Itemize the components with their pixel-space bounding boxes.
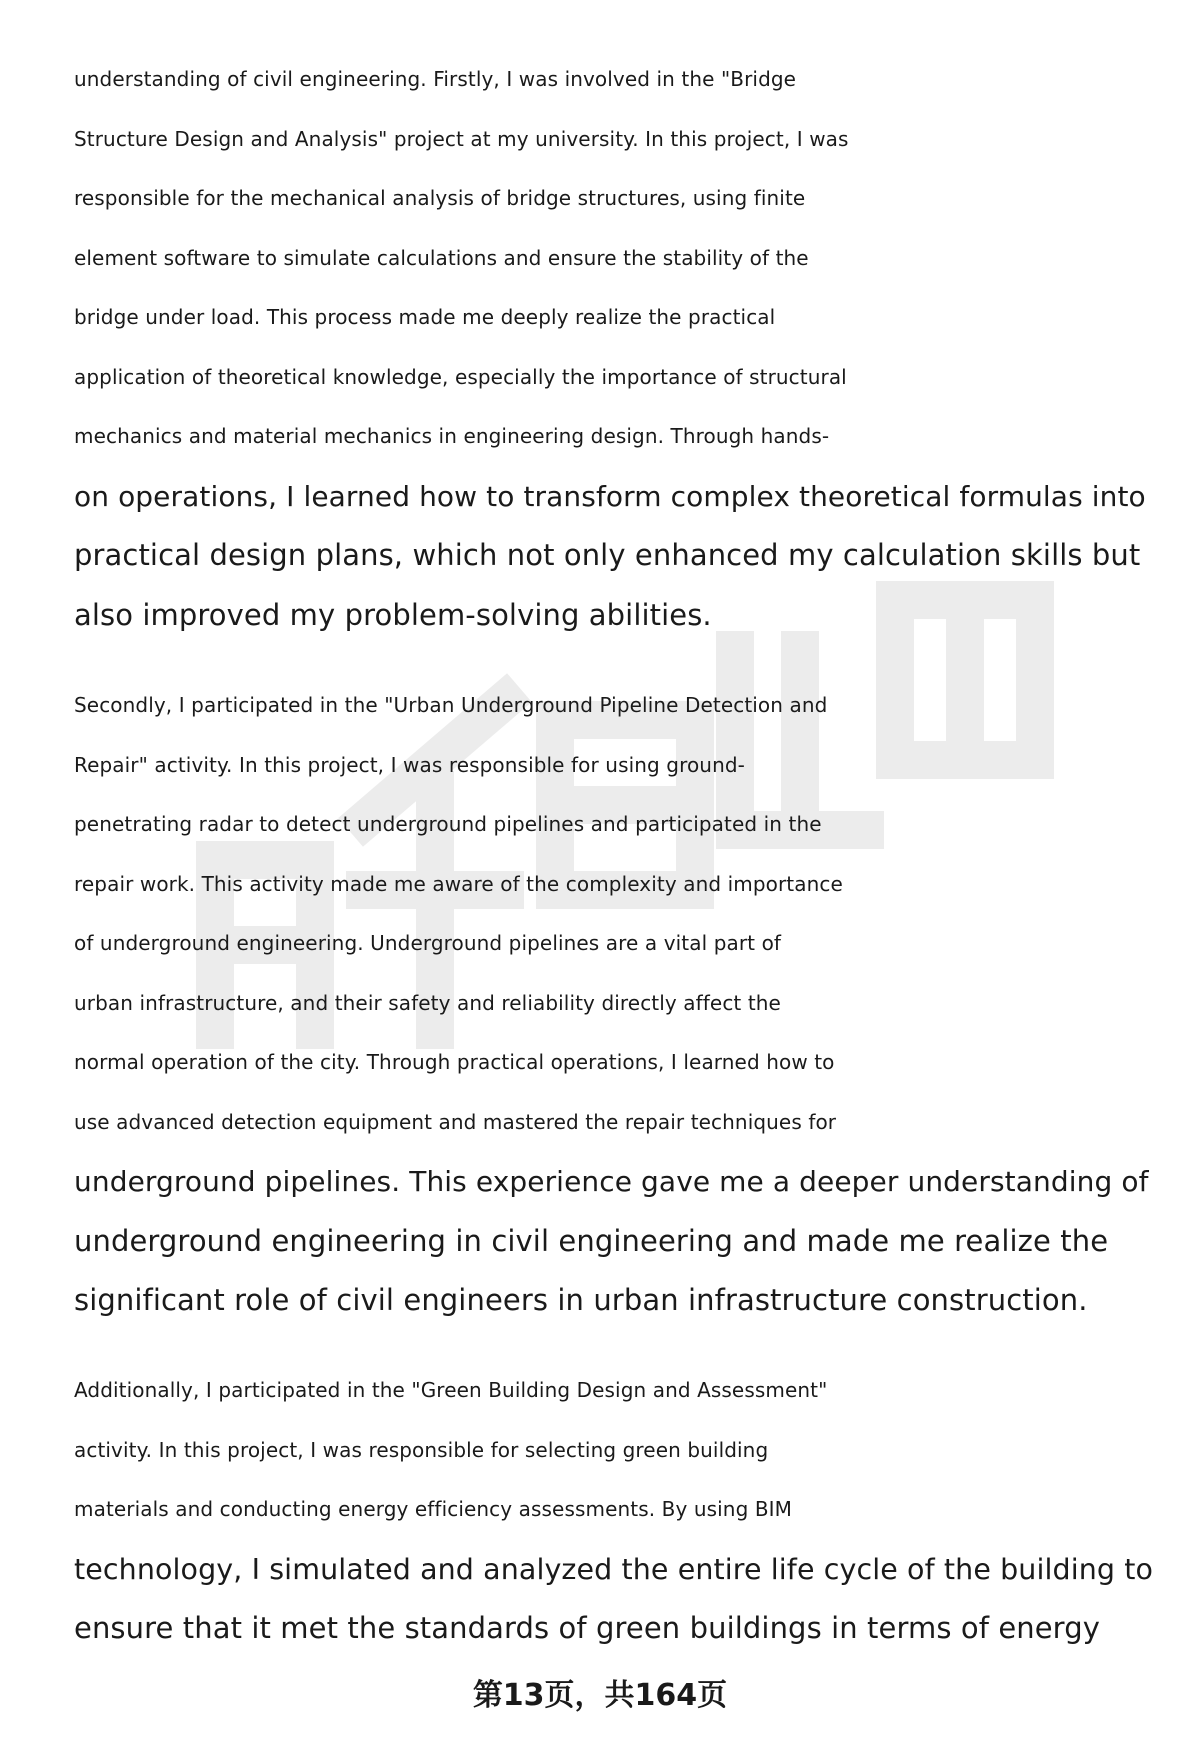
text-line: also improved my problem-solving abilities. — [74, 597, 712, 632]
text-line: technology, I simulated and analyzed the entire life cycle of the building to — [74, 1552, 1154, 1586]
text-line: Repair" activity. In this project, I was responsible for using ground- — [74, 752, 745, 777]
text-line: bridge under load. This process made me deeply realize the practical — [74, 305, 776, 329]
text-line: use advanced detection equipment and mastered the repair techniques for — [74, 1109, 837, 1134]
text-line: mechanics and material mechanics in engineering design. Through hands- — [74, 424, 830, 448]
text-line: practical design plans, which not only enhanced my calculation skills but — [74, 538, 1141, 572]
text-line: understanding of civil engineering. Firstly, I was involved in the "Bridge — [74, 67, 797, 91]
text-line: repair work. This activity made me aware of the complexity and importance — [74, 871, 843, 896]
text-line: application of theoretical knowledge, especially the importance of structural — [74, 364, 847, 389]
page-number: 第13页，共164页 — [472, 1678, 728, 1713]
text-line: underground pipelines. This experience gave me a deeper understanding of — [74, 1165, 1149, 1198]
paragraph-green-building-project — [74, 1361, 1153, 1659]
text-line: responsible for the mechanical analysis of bridge structures, using finite — [74, 186, 806, 210]
text-line: activity. In this project, I was responsible for selecting green building — [74, 1437, 769, 1462]
paragraph-bridge-project — [74, 50, 1146, 645]
text-line: of underground engineering. Underground pipelines are a vital part of — [74, 931, 782, 955]
text-line: urban infrastructure, and their safety and reliability directly affect the — [74, 990, 781, 1015]
text-line: on operations, I learned how to transform complex theoretical formulas into — [74, 479, 1146, 513]
text-line: Secondly, I participated in the "Urban Underground Pipeline Detection and — [74, 693, 828, 717]
paragraph-pipeline-project — [74, 676, 1149, 1331]
text-line: significant role of civil engineers in urban infrastructure construction. — [74, 1283, 1088, 1317]
text-line: underground engineering in civil engineering and made me realize the — [74, 1223, 1109, 1258]
text-line: penetrating radar to detect underground pipelines and participated in the — [74, 812, 822, 836]
text-line: element software to simulate calculations and ensure the stability of the — [74, 245, 809, 270]
text-line: Additionally, I participated in the "Green Building Design and Assessment" — [74, 1378, 828, 1402]
text-line: materials and conducting energy efficiency assessments. By using BIM — [74, 1497, 793, 1521]
text-line: ensure that it met the standards of green buildings in terms of energy — [74, 1611, 1100, 1645]
text-line: Structure Design and Analysis" project at my university. In this project, I was — [74, 126, 849, 151]
text-line: normal operation of the city. Through practical operations, I learned how to — [74, 1050, 835, 1074]
